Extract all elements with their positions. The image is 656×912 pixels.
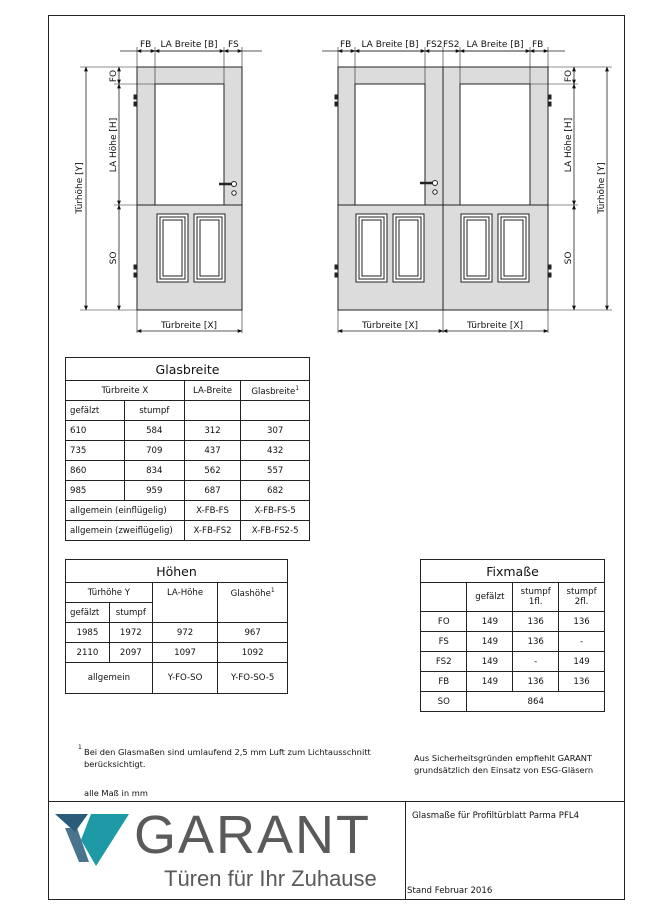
double-door-drawing xyxy=(322,47,612,333)
cell: 136 xyxy=(559,612,605,632)
cell: 967 xyxy=(218,623,288,643)
table-row xyxy=(66,461,310,481)
cell: 1092 xyxy=(218,643,288,663)
hoehen-footnote-mark: 1 xyxy=(270,586,275,594)
hoehen-header-tuerhoehe: Türhöhe Y xyxy=(66,583,153,603)
glasbreite-header-la: LA-Breite xyxy=(184,381,241,401)
glasbreite-title: Glasbreite xyxy=(66,358,310,381)
door-drawings xyxy=(0,0,656,345)
cell: allgemein xyxy=(66,663,153,694)
table-row xyxy=(421,652,605,672)
cell: 834 xyxy=(124,461,184,481)
cell: 1097 xyxy=(152,643,218,663)
cell: 584 xyxy=(124,421,184,441)
cell: X-FB-FS xyxy=(184,501,241,521)
cell: 709 xyxy=(124,441,184,461)
table-row xyxy=(421,672,605,692)
cell: - xyxy=(559,632,605,652)
cell: allgemein (zweiflügelig) xyxy=(66,521,185,541)
document-date: Stand Februar 2016 xyxy=(407,886,493,896)
single-door-glass-opening xyxy=(155,84,224,205)
single-dim-so: SO xyxy=(109,251,119,265)
cell: 562 xyxy=(184,461,241,481)
glasbreite-header-tuerbreite: Türbreite X xyxy=(66,381,185,401)
glasbreite-table xyxy=(65,357,310,541)
table-row xyxy=(66,441,310,461)
single-dim-la-breite: LA Breite [B] xyxy=(160,40,218,50)
cell: - xyxy=(513,652,559,672)
cell: 1985 xyxy=(66,623,110,643)
garant-logo-text: GARANT xyxy=(134,805,372,865)
single-dim-fb: FB xyxy=(140,40,152,50)
footnote xyxy=(78,744,384,770)
units-note: alle Maß in mm xyxy=(84,788,148,798)
table-row xyxy=(421,612,605,632)
cell: 136 xyxy=(559,672,605,692)
table-row xyxy=(66,521,310,541)
cell: 2097 xyxy=(109,643,152,663)
cell: Y-FO-SO-5 xyxy=(218,663,288,694)
cell: 557 xyxy=(241,461,310,481)
glasbreite-header-stumpf: stumpf xyxy=(124,401,184,421)
cell: 864 xyxy=(467,692,605,712)
single-dim-la-hoehe: LA Höhe [H] xyxy=(109,117,119,173)
cell: allgemein (einflügelig) xyxy=(66,501,185,521)
double-dim-tuerbreite-right: Türbreite [X] xyxy=(466,321,524,331)
hoehen-header-gefalzt: gefälzt xyxy=(66,603,110,623)
double-dim-la-hoehe: LA Höhe [H] xyxy=(564,117,574,173)
hoehen-title: Höhen xyxy=(66,560,288,583)
cell: 959 xyxy=(124,481,184,501)
glasbreite-footnote-mark: 1 xyxy=(295,384,300,392)
garant-slogan: Türen für Ihr Zuhause xyxy=(164,866,377,891)
table-row xyxy=(421,692,605,712)
cell: X-FB-FS2 xyxy=(184,521,241,541)
table-row xyxy=(66,421,310,441)
cell: 432 xyxy=(241,441,310,461)
fixmasse-header-stumpf2: stumpf 2fl. xyxy=(559,583,605,612)
garant-logo-mark-icon xyxy=(55,810,130,868)
cell: 149 xyxy=(559,652,605,672)
cell: Y-FO-SO xyxy=(152,663,218,694)
double-dim-so: SO xyxy=(564,251,574,265)
table-row xyxy=(66,481,310,501)
cell: SO xyxy=(421,692,467,712)
table-row xyxy=(421,632,605,652)
cell: FS2 xyxy=(421,652,467,672)
cell: 985 xyxy=(66,481,125,501)
fixmasse-header-stumpf1: stumpf 1fl. xyxy=(513,583,559,612)
cell: 682 xyxy=(241,481,310,501)
title-block-divider xyxy=(48,801,625,802)
glasbreite-header-glas: Glasbreite$^1$ xyxy=(241,381,310,401)
table-row xyxy=(66,643,288,663)
cell: 312 xyxy=(184,421,241,441)
double-dim-tuerbreite-left: Türbreite [X] xyxy=(361,321,419,331)
double-dim-la-breite-left: LA Breite [B] xyxy=(361,40,419,50)
table-row xyxy=(66,501,310,521)
double-dim-fb-left: FB xyxy=(340,40,352,50)
hoehen-table xyxy=(65,559,288,694)
cell: 972 xyxy=(152,623,218,643)
cell: 610 xyxy=(66,421,125,441)
cell: 149 xyxy=(467,632,513,652)
cell: 136 xyxy=(513,612,559,632)
cell: 149 xyxy=(467,612,513,632)
cell: FO xyxy=(421,612,467,632)
cell: 136 xyxy=(513,672,559,692)
double-dim-tuerhoehe: Türhöhe [Y] xyxy=(597,162,607,214)
cell: FB xyxy=(421,672,467,692)
cell: X-FB-FS2-5 xyxy=(241,521,310,541)
cell: 136 xyxy=(513,632,559,652)
hoehen-header-glas: Glashöhe$^1$ xyxy=(218,583,288,603)
cell: 2110 xyxy=(66,643,110,663)
double-dim-fs2-left: FS2 xyxy=(426,40,443,50)
document-title: Glasmaße für Profiltürblatt Parma PFL4 xyxy=(412,811,580,821)
cell: 149 xyxy=(467,672,513,692)
single-dim-fs: FS xyxy=(228,40,239,50)
double-dim-la-breite-right: LA Breite [B] xyxy=(466,40,524,50)
table-row xyxy=(66,623,288,643)
footnote-text: Bei den Glasmaßen sind umlaufend 2,5 mm Luft zum Lichtausschnitt berücksichtigt. xyxy=(84,747,371,769)
table-row xyxy=(66,663,288,694)
cell: 1972 xyxy=(109,623,152,643)
cell: FS xyxy=(421,632,467,652)
cell: 437 xyxy=(184,441,241,461)
glasbreite-header-gefalzt: gefälzt xyxy=(66,401,125,421)
fixmasse-header-gefalzt: gefälzt xyxy=(467,583,513,612)
hoehen-header-la: LA-Höhe xyxy=(152,583,218,603)
cell: 687 xyxy=(184,481,241,501)
double-dim-fb-right: FB xyxy=(532,40,544,50)
single-door-drawing xyxy=(80,47,262,333)
double-dim-fs2-right: FS2 xyxy=(443,40,460,50)
cell: 307 xyxy=(241,421,310,441)
single-dim-tuerbreite: Türbreite [X] xyxy=(160,321,218,331)
safety-note: Aus Sicherheitsgründen empfiehlt GARANT grundsätzlich den Einsatz von ESG-Gläsern xyxy=(414,753,594,775)
cell: X-FB-FS-5 xyxy=(241,501,310,521)
cell: 735 xyxy=(66,441,125,461)
cell: 149 xyxy=(467,652,513,672)
title-block-separator xyxy=(405,801,406,900)
single-dim-tuerhoehe: Türhöhe [Y] xyxy=(75,162,85,214)
cell: 860 xyxy=(66,461,125,481)
footnote-mark: 1 xyxy=(78,744,82,751)
fixmasse-table xyxy=(420,559,605,712)
double-dim-fo: FO xyxy=(564,69,574,83)
fixmasse-title: Fixmaße xyxy=(421,560,605,583)
single-dim-fo: FO xyxy=(109,69,119,83)
hoehen-header-stumpf: stumpf xyxy=(109,603,152,623)
